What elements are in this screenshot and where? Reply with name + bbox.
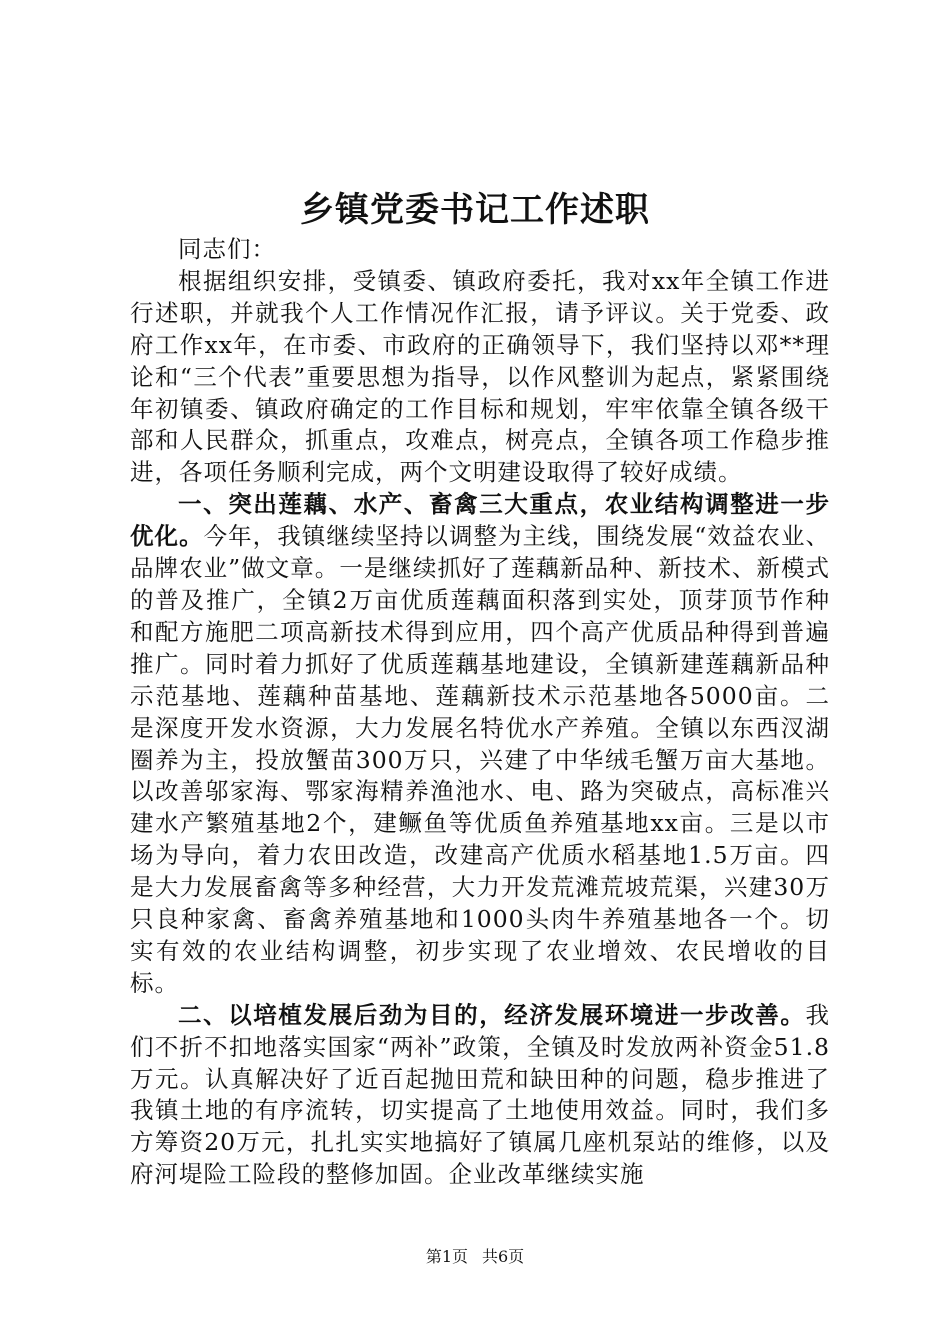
document-body bbox=[130, 234, 830, 1191]
paragraph-intro bbox=[130, 266, 830, 489]
document-title: 乡镇党委书记工作述职 bbox=[300, 190, 650, 230]
page-total: 共6页 bbox=[482, 1247, 525, 1266]
paragraph-section-1 bbox=[130, 489, 830, 1000]
section-1-text: 今年，我镇继续坚持以调整为主线，围绕发展“效益农业、品牌农业”做文章。一是继续抓好了莲藕新品种、新技术、新模式的普及推广，全镇2万亩优质莲藕面积落到实处，顶芽顶节作种和配方施肥二项高新技术得到应用，四个高产优质品种得到普遍推广。同时着力抓好了优质莲藕基地建设，全镇新建莲藕新品种示范基地、莲藕种苗基地、莲藕新技术示范基地各5000亩。二是深度开发水资源，大力发展名特优水产养殖。全镇以东西汊湖圈养为主，投放蟹苗300万只，兴建了中华绒毛蟹万亩大基地。以改善邬家海、鄂家海精养渔池水、电、路为突破点，高标准兴建水产繁殖基地2个，建鳜鱼等优质鱼养殖基地xx亩。三是以市场为导向，着力农田改造，改建高产优质水稻基地1.5万亩。四是大力发展畜禽等多种经营，大力开发荒滩荒坡荒渠，兴建30万只良种家禽、畜禽养殖基地和1000头肉牛养殖基地各一个。切实有效的农业结构调整，初步实现了农业增效、农民增收的目标。 bbox=[130, 522, 831, 997]
page-number: 第1页 bbox=[425, 1247, 468, 1266]
section-2-text: 我们不折不扣地落实国家“两补”政策，全镇及时发放两补资金51.8万元。认真解决好了近百起抛田荒和缺田种的问题，稳步推进了我镇土地的有序流转，切实提高了土地使用效益。同时，我们多方筹资20万元，扎扎实实地搞好了镇属几座机泵站的维修，以及府河堤险工险段的整修加固。企业改革继续实施 bbox=[130, 1000, 830, 1189]
paragraph-section-2 bbox=[130, 1000, 830, 1191]
salutation: 同志们： bbox=[178, 235, 276, 263]
paragraph-intro-text: 根据组织安排，受镇委、镇政府委托，我对xx年全镇工作进行述职，并就我个人工作情况作汇报，请予评议。关于党委、政府工作xx年，在市委、市政府的正确领导下，我们坚持以邓**理论和“三个代表”重要思想为指导，以作风整训为起点，紧紧围绕年初镇委、镇政府确定的工作目标和规划，牢牢依靠全镇各级干部和人民群众，抓重点，攻难点，树亮点，全镇各项工作稳步推进，各项任务顺利完成，两个文明建设取得了较好成绩。 bbox=[130, 266, 830, 487]
section-1-heading: 一、突出莲藕、水产、畜禽三大重点，农业结构调整进一步优化。 bbox=[130, 490, 830, 551]
page-footer bbox=[0, 1246, 950, 1268]
section-2-heading: 二、以培植发展后劲为目的，经济发展环境进一步改善。 bbox=[178, 1000, 806, 1029]
